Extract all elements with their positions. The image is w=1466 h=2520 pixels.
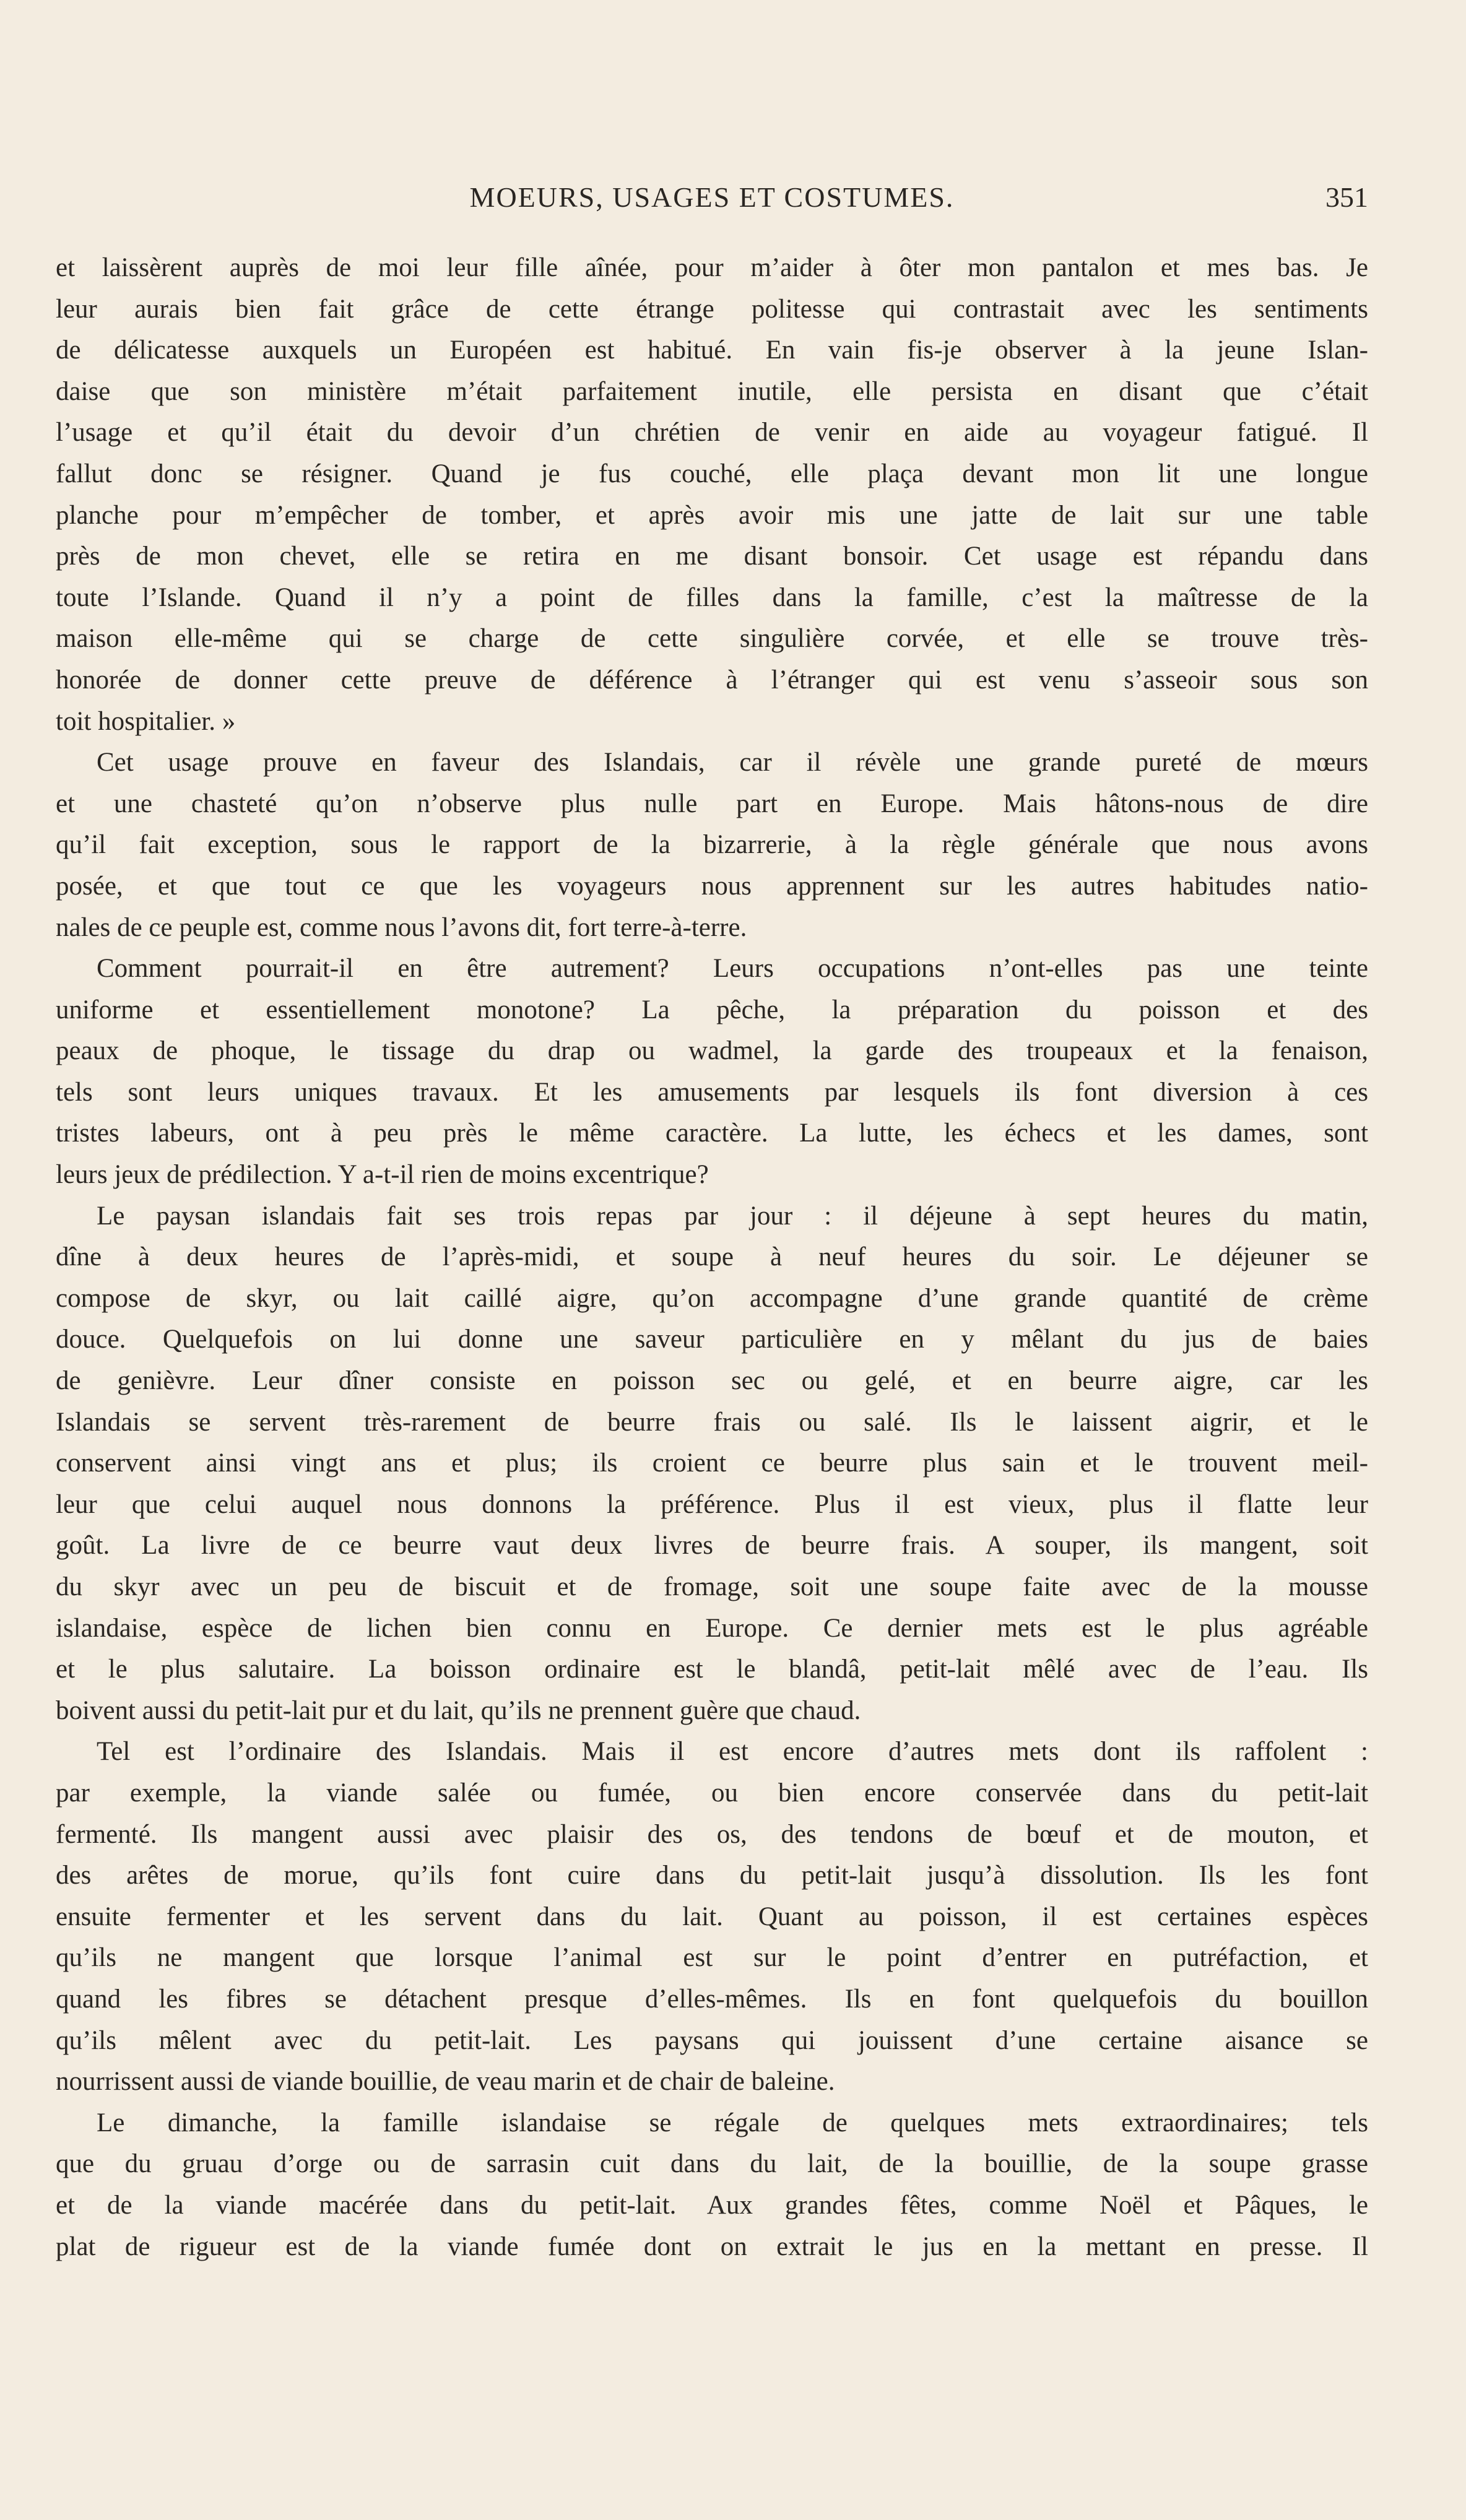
text-line: honorée de donner cette preuve de déférence à l’étranger qui est venu s’asseoir sous son [56, 665, 1368, 695]
paragraph [56, 2103, 1368, 2267]
text-line: maison elle-même qui se charge de cette singulière corvée, et elle se trouve très- [56, 624, 1368, 654]
text-line: islandaise, espèce de lichen bien connu en Europe. Ce dernier mets est le plus agréable [56, 1613, 1368, 1643]
text-line: leur aurais bien fait grâce de cette étrange politesse qui contrastait avec les sentiments [56, 294, 1368, 324]
running-title: MOEURS, USAGES ET COSTUMES. [469, 181, 955, 213]
text-line: des arêtes de morue, qu’ils font cuire dans du petit-lait jusqu’à dissolution. Ils les font [56, 1861, 1368, 1890]
text-line: qu’ils mêlent avec du petit-lait. Les paysans qui jouissent d’une certaine aisance se [56, 2025, 1368, 2055]
text-line: et laissèrent auprès de moi leur fille aînée, pour m’aider à ôter mon pantalon et mes bas. Je [56, 253, 1368, 282]
text-line: nourrissent aussi de viande bouillie, de veau marin et de chair de baleine. [56, 2067, 835, 2097]
text-line: fallut donc se résigner. Quand je fus couché, elle plaça devant mon lit une longue [56, 459, 1368, 488]
text-line: et le plus salutaire. La boisson ordinaire est le blandâ, petit-lait mêlé avec de l’eau. Ils [56, 1655, 1368, 1684]
text-line: par exemple, la viande salée ou fumée, ou bien encore conservée dans du petit-lait [56, 1778, 1368, 1808]
text-line: quand les fibres se détachent presque d’elles-mêmes. Ils en font quelquefois du bouillon [56, 1984, 1368, 2014]
text-line: peaux de phoque, le tissage du drap ou wadmel, la garde des troupeaux et la fenaison, [56, 1036, 1368, 1066]
text-line: Le paysan islandais fait ses trois repas par jour : il déjeune à sept heures du matin, [97, 1201, 1368, 1231]
text-line: que du gruau d’orge ou de sarrasin cuit dans du lait, de la bouillie, de la soupe grasse [56, 2149, 1368, 2179]
text-line: uniforme et essentiellement monotone? La pêche, la préparation du poisson et des [56, 995, 1368, 1024]
text-line: du skyr avec un peu de biscuit et de fromage, soit une soupe faite avec de la mousse [56, 1572, 1368, 1601]
text-line: et une chasteté qu’on n’observe plus nulle part en Europe. Mais hâtons-nous de dire [56, 789, 1368, 818]
text-line: compose de skyr, ou lait caillé aigre, qu’on accompagne d’une grande quantité de crème [56, 1283, 1368, 1313]
text-line: toute l’Islande. Quand il n’y a point de filles dans la famille, c’est la maîtresse de la [56, 582, 1368, 612]
text-line: de délicatesse auxquels un Européen est habitué. En vain fis-je observer à la jeune Islan- [56, 336, 1368, 365]
text-line: l’usage et qu’il était du devoir d’un chrétien de venir en aide au voyageur fatigué. Il [56, 418, 1368, 448]
text-line: tristes labeurs, ont à peu près le même caractère. La lutte, les échecs et les dames, sont [56, 1119, 1368, 1148]
text-line: goût. La livre de ce beurre vaut deux livres de beurre frais. A souper, ils mangent, soit [56, 1531, 1368, 1561]
paragraph [56, 1731, 1368, 2102]
paragraph [56, 742, 1368, 948]
paragraph [56, 248, 1368, 742]
text-line: et de la viande macérée dans du petit-lait. Aux grandes fêtes, comme Noël et Pâques, le [56, 2190, 1368, 2220]
text-line: plat de rigueur est de la viande fumée dont on extrait le jus en la mettant en presse. Il [56, 2232, 1368, 2261]
text-line: nales de ce peuple est, comme nous l’avons dit, fort terre-à-terre. [56, 912, 747, 942]
text-line: Islandais se servent très-rarement de beurre frais ou salé. Ils le laissent aigrir, et le [56, 1407, 1368, 1437]
text-line: leurs jeux de prédilection. Y a-t-il rien de moins excentrique? [56, 1160, 709, 1190]
text-line: daise que son ministère m’était parfaitement inutile, elle persista en disant que c’était [56, 376, 1368, 406]
text-line: douce. Quelquefois on lui donne une saveur particulière en y mêlant du jus de baies [56, 1325, 1368, 1354]
text-line: Cet usage prouve en faveur des Islandais, car il révèle une grande pureté de mœurs [97, 748, 1368, 777]
text-line: toit hospitalier. » [56, 706, 236, 736]
text-line: fermenté. Ils mangent aussi avec plaisir des os, des tendons de bœuf et de mouton, et [56, 1819, 1368, 1849]
body-text [56, 248, 1368, 2267]
running-header [56, 181, 1368, 224]
text-line: Le dimanche, la famille islandaise se régale de quelques mets extraordinaires; tels [97, 2108, 1368, 2137]
text-line: près de mon chevet, elle se retira en me disant bonsoir. Cet usage est répandu dans [56, 542, 1368, 571]
text-line: tels sont leurs uniques travaux. Et les amusements par lesquels ils font diversion à ces [56, 1077, 1368, 1107]
paragraph [56, 1196, 1368, 1732]
text-line: dîne à deux heures de l’après-midi, et soupe à neuf heures du soir. Le déjeuner se [56, 1242, 1368, 1272]
text-line: qu’ils ne mangent que lorsque l’animal est sur le point d’entrer en putréfaction, et [56, 1943, 1368, 1973]
text-line: Tel est l’ordinaire des Islandais. Mais il est encore d’autres mets dont ils raffolent : [97, 1737, 1368, 1767]
text-line: Comment pourrait-il en être autrement? Leurs occupations n’ont-elles pas une teinte [97, 954, 1368, 984]
text-line: leur que celui auquel nous donnons la préférence. Plus il est vieux, plus il flatte leur [56, 1489, 1368, 1519]
paragraph [56, 948, 1368, 1196]
text-line: qu’il fait exception, sous le rapport de la bizarrerie, à la règle générale que nous avons [56, 830, 1368, 860]
text-line: ensuite fermenter et les servent dans du lait. Quant au poisson, il est certaines espèces [56, 1902, 1368, 1931]
text-line: de genièvre. Leur dîner consiste en poisson sec ou gelé, et en beurre aigre, car les [56, 1366, 1368, 1396]
text-line: planche pour m’empêcher de tomber, et après avoir mis une jatte de lait sur une table [56, 500, 1368, 530]
text-line: conservent ainsi vingt ans et plus; ils croient ce beurre plus sain et le trouvent meil- [56, 1448, 1368, 1478]
text-line: boivent aussi du petit-lait pur et du lait, qu’ils ne prennent guère que chaud. [56, 1695, 861, 1725]
text-line: posée, et que tout ce que les voyageurs nous apprennent sur les autres habitudes natio- [56, 871, 1368, 901]
page-number: 351 [1325, 181, 1368, 213]
